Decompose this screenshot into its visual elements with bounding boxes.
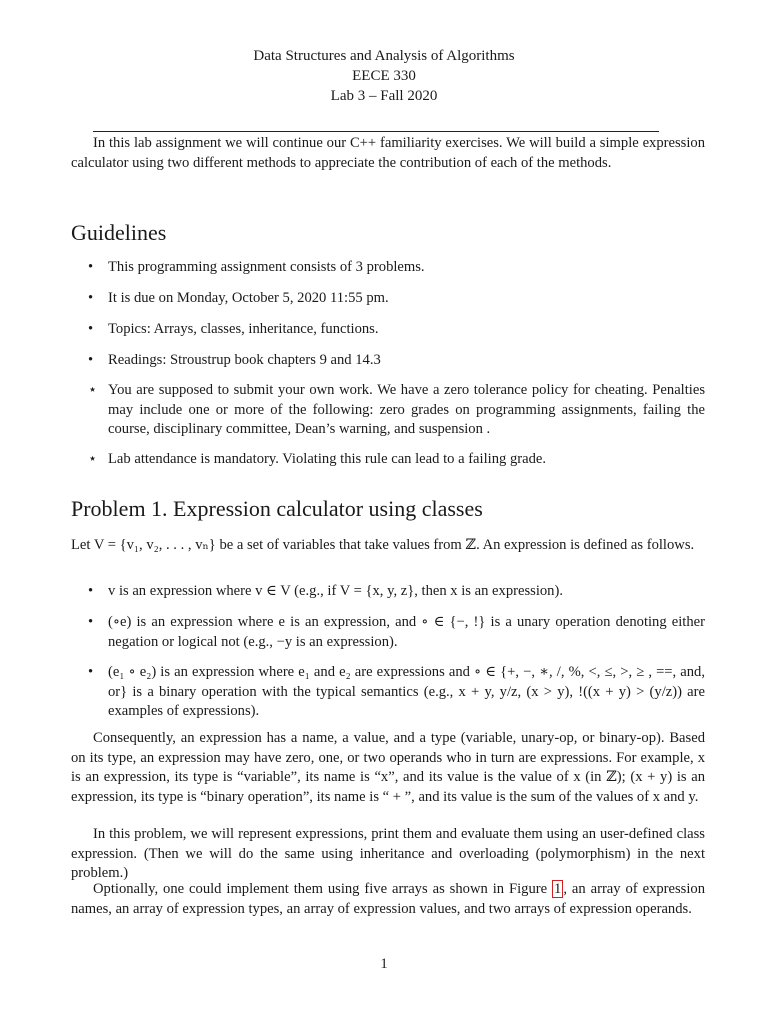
guideline-list <box>88 289 705 309</box>
intro-paragraph: In this lab assignment we will continue our C++ familiarity exercises. We will build a simple expression calculator using two different methods to appreciate the contribution of each of the methods. <box>71 135 705 171</box>
bullet-icon: • <box>88 583 94 599</box>
guideline-item: • This programming assignment consists of 3 problems. <box>88 258 705 278</box>
definition-list <box>88 663 705 722</box>
guideline-list <box>88 351 705 371</box>
optionally-paragraph: Optionally, one could implement them using five arrays as shown in Figure 1 , an array of expression names, an array of expression types, an array of expression values, and two arrays of expression operands. <box>71 881 706 917</box>
bullet-icon: • <box>88 664 94 680</box>
document-header <box>0 46 768 106</box>
header-divider <box>93 131 659 132</box>
guidelines-heading: Guidelines <box>71 220 167 245</box>
course-title: Data Structures and Analysis of Algorithms <box>253 48 515 64</box>
lab-title: Lab 3 – Fall 2020 <box>330 88 438 104</box>
star-icon: ⋆ <box>88 382 98 398</box>
problem-paragraph: In this problem, we will represent expressions, print them and evaluate them using an user-defined class expression. (Then we will do the same using inheritance and overloading (polymorphism) in the next problem.) <box>71 826 705 882</box>
definition-item: • (∘e) is an expression where e is an expression, and ∘ ∈ {−, !} is a unary operation denoting either negation or logical not (e.g., −y is an expression). <box>88 614 705 650</box>
definition-list <box>88 582 705 602</box>
bullet-icon: • <box>88 259 94 275</box>
guideline-item: ⋆ You are supposed to submit your own work. We have a zero tolerance policy for cheating. Penalties may include one or more of the following: zero grades on programming assignments, failing the course, disciplinary committee, Dean’s warning, and suspension . <box>88 382 705 438</box>
star-icon: ⋆ <box>88 451 98 467</box>
figure-link[interactable]: 1 <box>554 881 562 897</box>
guideline-list <box>88 258 705 278</box>
bullet-icon: • <box>88 321 94 337</box>
definition-list <box>88 613 705 652</box>
guideline-list <box>88 450 705 470</box>
guideline-list <box>88 381 705 440</box>
guideline-item: ⋆ Lab attendance is mandatory. Violating this rule can lead to a failing grade. <box>88 450 705 470</box>
bullet-icon: • <box>88 352 94 368</box>
guideline-item: • Topics: Arrays, classes, inheritance, functions. <box>88 320 705 340</box>
guideline-list <box>88 320 705 340</box>
guideline-item: • Readings: Stroustrup book chapters 9 and 14.3 <box>88 351 705 371</box>
page-number: 1 <box>380 956 388 972</box>
problem1-heading: Problem 1. Expression calculator using classes <box>71 496 483 521</box>
course-code: EECE 330 <box>352 68 416 84</box>
definition-item: • (e₁ ∘ e₂) is an expression where e₁ and e₂ are expressions and ∘ ∈ {+, −, ∗, /, %, <, ≤, >, ≥ , ==, and, or} is a binary operation with the typical semantics (e.g., x + y, y/z, (x > y), !((x + y) > (y/z)) are examples of expressions). <box>88 664 705 720</box>
bullet-icon: • <box>88 290 94 306</box>
definition-item: • v is an expression where v ∈ V (e.g., if V = {x, y, z}, then x is an expression). <box>88 582 705 602</box>
consequently-paragraph: Consequently, an expression has a name, a value, and a type (variable, unary-op, or binary-op). Based on its type, an expression may have zero, one, or two operands who in turn are expressions. For example, x is an expression, its type is “variable”, its name is “x”, and its value is the value of x (in ℤ); (x + y) is an expression, its type is “binary operation”, its name is “ + ”, and its value is the sum of the values of x and y. <box>71 730 705 805</box>
variables-definition: Let V = {v₁, v₂, . . . , vₙ} be a set of variables that take values from ℤ. An expression is defined as follows. <box>71 537 695 553</box>
bullet-icon: • <box>88 614 94 630</box>
guideline-item: • It is due on Monday, October 5, 2020 11:55 pm. <box>88 289 705 309</box>
